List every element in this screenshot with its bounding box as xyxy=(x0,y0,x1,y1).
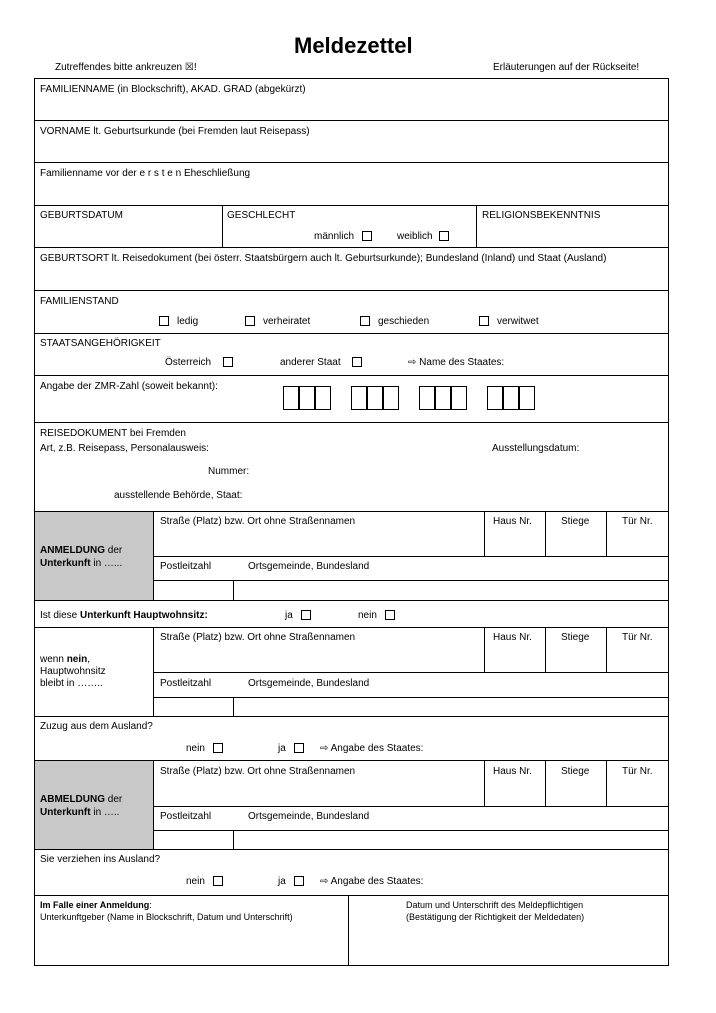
geburtsort-label: GEBURTSORT lt. Reisedokument (bei österr. Staatsbürgern auch lt. Geburtsurkunde); Bundesland (Inland) und Staat (Ausland) xyxy=(40,253,607,264)
verziehen-angabe-label: ⇨ Angabe des Staates: xyxy=(320,876,424,887)
ausstellungsdatum-label: Ausstellungsdatum: xyxy=(492,443,580,454)
anmeldung-label: ANMELDUNG der Unterkunft in …... xyxy=(40,545,123,569)
reisedokument-label: REISEDOKUMENT bei Fremden xyxy=(40,428,186,439)
verziehen-ja-label: ja xyxy=(278,876,286,887)
hauptwohnsitz-ja-label: ja xyxy=(285,610,293,621)
ledig-checkbox[interactable] xyxy=(159,316,169,326)
oesterreich-checkbox[interactable] xyxy=(223,357,233,367)
anmeldung-tuernr-label: Tür Nr. xyxy=(622,516,653,527)
unterkunftgeber-label: Im Falle einer Anmeldung: Unterkunftgeber (Name in Blockschrift, Datum und Unterschrift) xyxy=(40,900,293,922)
familienname-label: FAMILIENNAME (in Blockschrift), AKAD. GRAD (abgekürzt) xyxy=(40,84,306,95)
hauptwohnsitz-nein-checkbox[interactable] xyxy=(385,610,395,620)
hauptwohnsitz-question: Ist diese Unterkunft Hauptwohnsitz: xyxy=(40,610,208,621)
zmr-label: Angabe der ZMR-Zahl (soweit bekannt): xyxy=(40,381,218,392)
hauptwohnsitz-nein-label: nein xyxy=(358,610,377,621)
hint-left: Zutreffendes bitte ankreuzen ☒! xyxy=(55,62,197,73)
weiblich-checkbox[interactable] xyxy=(439,231,449,241)
religion-label: RELIGIONSBEKENNTNIS xyxy=(482,210,601,221)
zuzug-angabe-label: ⇨ Angabe des Staates: xyxy=(320,743,424,754)
staatsangehoerigkeit-label: STAATSANGEHÖRIGKEIT xyxy=(40,338,161,349)
abmeldung-hausnr-label: Haus Nr. xyxy=(493,766,532,777)
verheiratet-checkbox[interactable] xyxy=(245,316,255,326)
abmeldung-plz-label: Postleitzahl xyxy=(160,811,212,822)
anmeldung-stiege-label: Stiege xyxy=(561,516,590,527)
nummer-label: Nummer: xyxy=(208,466,250,477)
abmeldung-stiege-label: Stiege xyxy=(561,766,590,777)
wohnsitz-plz-label: Postleitzahl xyxy=(160,678,212,689)
ledig-label: ledig xyxy=(177,316,199,327)
wohnsitz-strasse-label: Straße (Platz) bzw. Ort ohne Straßennamen xyxy=(160,632,356,643)
abmeldung-label: ABMELDUNG der Unterkunft in ….. xyxy=(40,794,123,818)
anmeldung-ortsgemeinde-label: Ortsgemeinde, Bundesland xyxy=(248,561,370,572)
behoerde-label: ausstellende Behörde, Staat: xyxy=(114,490,243,501)
familienname-ehe-label: Familienname vor der e r s t e n Eheschließung xyxy=(40,168,251,179)
hauptwohnsitz-ja-checkbox[interactable] xyxy=(301,610,311,620)
anderer-staat-label: anderer Staat xyxy=(280,357,341,368)
zuzug-question: Zuzug aus dem Ausland? xyxy=(40,721,153,732)
verwitwet-checkbox[interactable] xyxy=(479,316,489,326)
verziehen-question: Sie verziehen ins Ausland? xyxy=(40,854,161,865)
wohnsitz-hausnr-label: Haus Nr. xyxy=(493,632,532,643)
zuzug-nein-checkbox[interactable] xyxy=(213,743,223,753)
verziehen-ja-checkbox[interactable] xyxy=(294,876,304,886)
anmeldung-strasse-label: Straße (Platz) bzw. Ort ohne Straßennamen xyxy=(160,516,356,527)
name-des-staates-label: ⇨ Name des Staates: xyxy=(408,357,505,368)
wenn-nein-label: wenn nein, Hauptwohnsitz bleibt in …….. xyxy=(40,654,106,689)
wohnsitz-tuernr-label: Tür Nr. xyxy=(622,632,653,643)
vorname-label: VORNAME lt. Geburtsurkunde (bei Fremden laut Reisepass) xyxy=(40,126,310,137)
geschieden-checkbox[interactable] xyxy=(360,316,370,326)
anderer-staat-checkbox[interactable] xyxy=(352,357,362,367)
abmeldung-tuernr-label: Tür Nr. xyxy=(622,766,653,777)
hint-right: Erläuterungen auf der Rückseite! xyxy=(493,62,640,73)
verziehen-nein-checkbox[interactable] xyxy=(213,876,223,886)
maennlich-label: männlich xyxy=(314,231,355,242)
familienstand-label: FAMILIENSTAND xyxy=(40,296,119,307)
oesterreich-label: Österreich xyxy=(165,357,212,368)
verziehen-nein-label: nein xyxy=(186,876,205,887)
abmeldung-strasse-label: Straße (Platz) bzw. Ort ohne Straßennamen xyxy=(160,766,356,777)
verwitwet-label: verwitwet xyxy=(497,316,539,327)
geschieden-label: geschieden xyxy=(378,316,430,327)
verheiratet-label: verheiratet xyxy=(263,316,311,327)
art-label: Art, z.B. Reisepass, Personalausweis: xyxy=(40,443,209,454)
zuzug-nein-label: nein xyxy=(186,743,205,754)
zuzug-ja-checkbox[interactable] xyxy=(294,743,304,753)
anmeldung-hausnr-label: Haus Nr. xyxy=(493,516,532,527)
weiblich-label: weiblich xyxy=(397,231,433,242)
wohnsitz-stiege-label: Stiege xyxy=(561,632,590,643)
maennlich-checkbox[interactable] xyxy=(362,231,372,241)
anmeldung-plz-label: Postleitzahl xyxy=(160,561,212,572)
zuzug-ja-label: ja xyxy=(278,743,286,754)
geschlecht-label: GESCHLECHT xyxy=(227,210,296,221)
meldepflichtiger-signature-label: Datum und Unterschrift des Meldepflichtigen (Bestätigung der Richtigkeit der Meldedaten) xyxy=(406,900,585,922)
page-title: Meldezettel xyxy=(294,33,413,58)
geburtsdatum-label: GEBURTSDATUM xyxy=(40,210,123,221)
abmeldung-ortsgemeinde-label: Ortsgemeinde, Bundesland xyxy=(248,811,370,822)
wohnsitz-ortsgemeinde-label: Ortsgemeinde, Bundesland xyxy=(248,678,370,689)
